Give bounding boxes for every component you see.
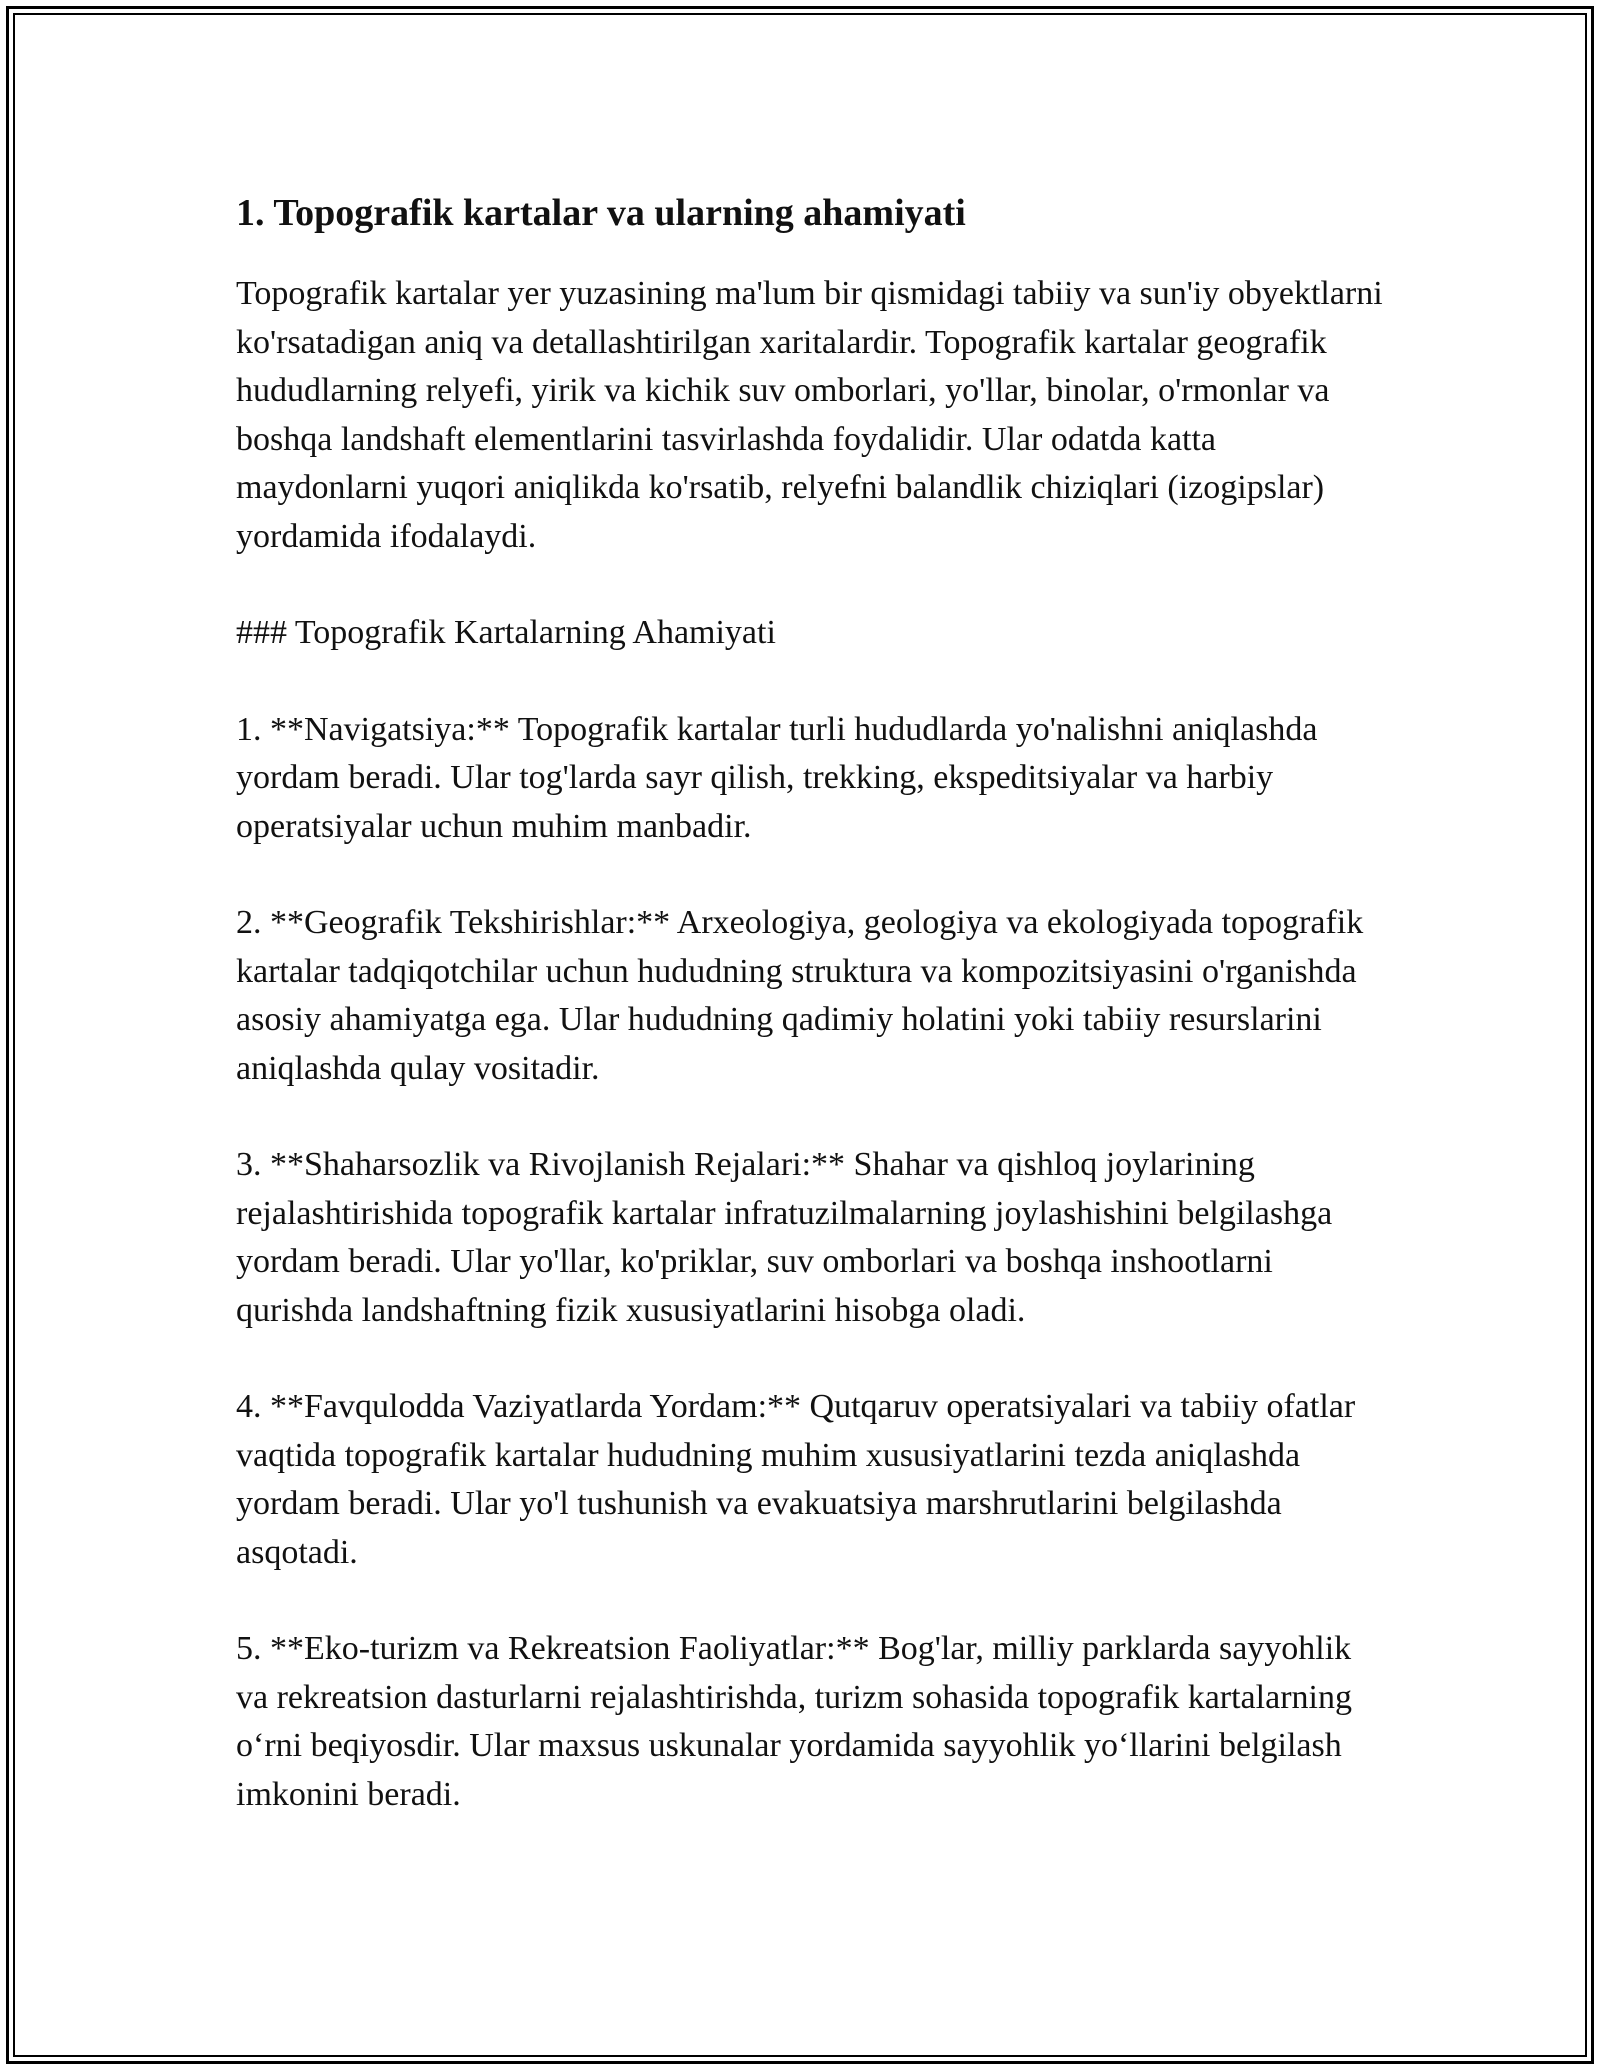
list-item: 1. **Navigatsiya:** Topografik kartalar turli hududlarda yo'nalishni aniqlashda yordam beradi. Ular tog'larda sayr qilish, trekking, ekspeditsiyalar va harbiy operatsiyalar uchun muhim manbadir. — [236, 710, 1318, 845]
document-title: 1. Topografik kartalar va ularning ahamiyati — [236, 192, 966, 234]
list-item: 5. **Eko-turizm va Rekreatsion Faoliyatlar:** Bog'lar, milliy parklarda sayyohlik va rekreatsion dasturlarni rejalashtirishda, turizm sohasida topografik kartalarning o‘rni beqiyosdir. Ular maxsus uskunalar yordamida sayyohlik yo‘llarini belgilash imkonini beradi. — [236, 1630, 1352, 1813]
intro-paragraph: Topografik kartalar yer yuzasining ma'lum bir qismidagi tabiiy va sun'iy obyektlarni ko'rsatadigan aniq va detallashtirilgan xaritalardir. Topografik kartalar geografik hududlarning relyefi, yirik va kichik suv omborlari, yo'llar, binolar, o'rmonlar va boshqa landshaft elementlarini tasvirlashda foydalidir. Ular odatda katta maydonlarni yuqori aniqlikda ko'rsatib, relyefni balandlik chiziqlari (izogipslar) yordamida ifodalaydi. — [236, 275, 1383, 555]
list-item: 3. **Shaharsozlik va Rivojlanish Rejalari:** Shahar va qishloq joylarining rejalashtirishida topografik kartalar infratuzilmalarning joylashishini belgilashga yordam beradi. Ular yo'llar, ko'priklar, suv omborlari va boshqa inshootlarni qurishda landshaftning fizik xususiyatlarini hisobga oladi. — [236, 1146, 1333, 1329]
list-item: 2. **Geografik Tekshirishlar:** Arxeologiya, geologiya va ekologiyada topografik kartalar tadqiqotchilar uchun hududning struktura va kompozitsiyasini o'rganishda asosiy ahamiyatga ega. Ular hududning qadimiy holatini yoki tabiiy resurslarini aniqlashda qulay vositadir. — [236, 904, 1364, 1087]
list-item: 4. **Favqulodda Vaziyatlarda Yordam:** Qutqaruv operatsiyalari va tabiiy ofatlar vaqtida topografik kartalar hududning muhim xususiyatlarini tezda aniqlashda yordam beradi. Ular yo'l tushunish va evakuatsiya marshrutlarini belgilashda asqotadi. — [236, 1388, 1356, 1571]
section-heading: ### Topografik Kartalarning Ahamiyati — [236, 614, 776, 651]
document-body — [236, 186, 1386, 1867]
